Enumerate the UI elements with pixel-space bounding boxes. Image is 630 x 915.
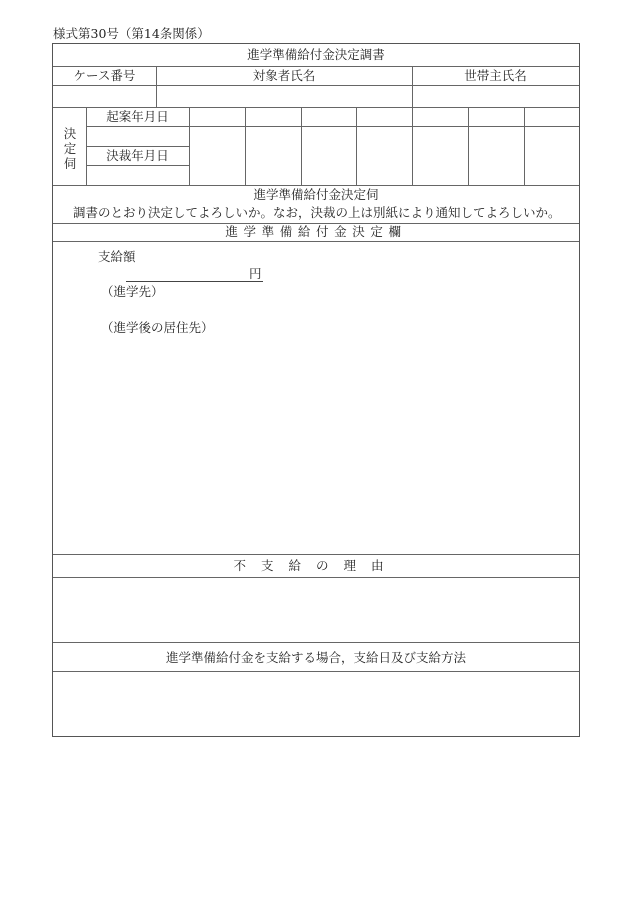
decision-form-sheet [52,43,580,737]
amount-underline [126,281,263,282]
case-number-label: ケース番号 [73,68,136,83]
school-label: （進学先） [101,284,164,299]
non-payment-title: 不支給の理由 [233,558,399,573]
form-number: 様式第30号（第14条関係） [53,26,210,41]
decision-section-title: 進学準備給付金決定欄 [225,224,407,239]
payment-title: 進学準備給付金を支給する場合，支給日及び支給方法 [165,650,466,665]
yen-label: 円 [249,266,262,281]
decision-side-label: 決 定 伺 [63,126,77,171]
household-head-label: 世帯主氏名 [464,68,527,83]
approval-date-label: 決裁年月日 [106,148,169,163]
inquiry-title: 進学準備給付金決定伺 [253,187,379,202]
inquiry-text: 調書のとおり決定してよろしいか。なお，決裁の上は別紙により通知してよろしいか。 [73,205,561,220]
form-title: 進学準備給付金決定調書 [247,47,385,62]
target-name-label: 対象者氏名 [252,68,316,83]
residence-label: （進学後の居住先） [101,320,214,335]
draft-date-label: 起案年月日 [106,109,169,124]
amount-label: 支給額 [98,249,136,264]
